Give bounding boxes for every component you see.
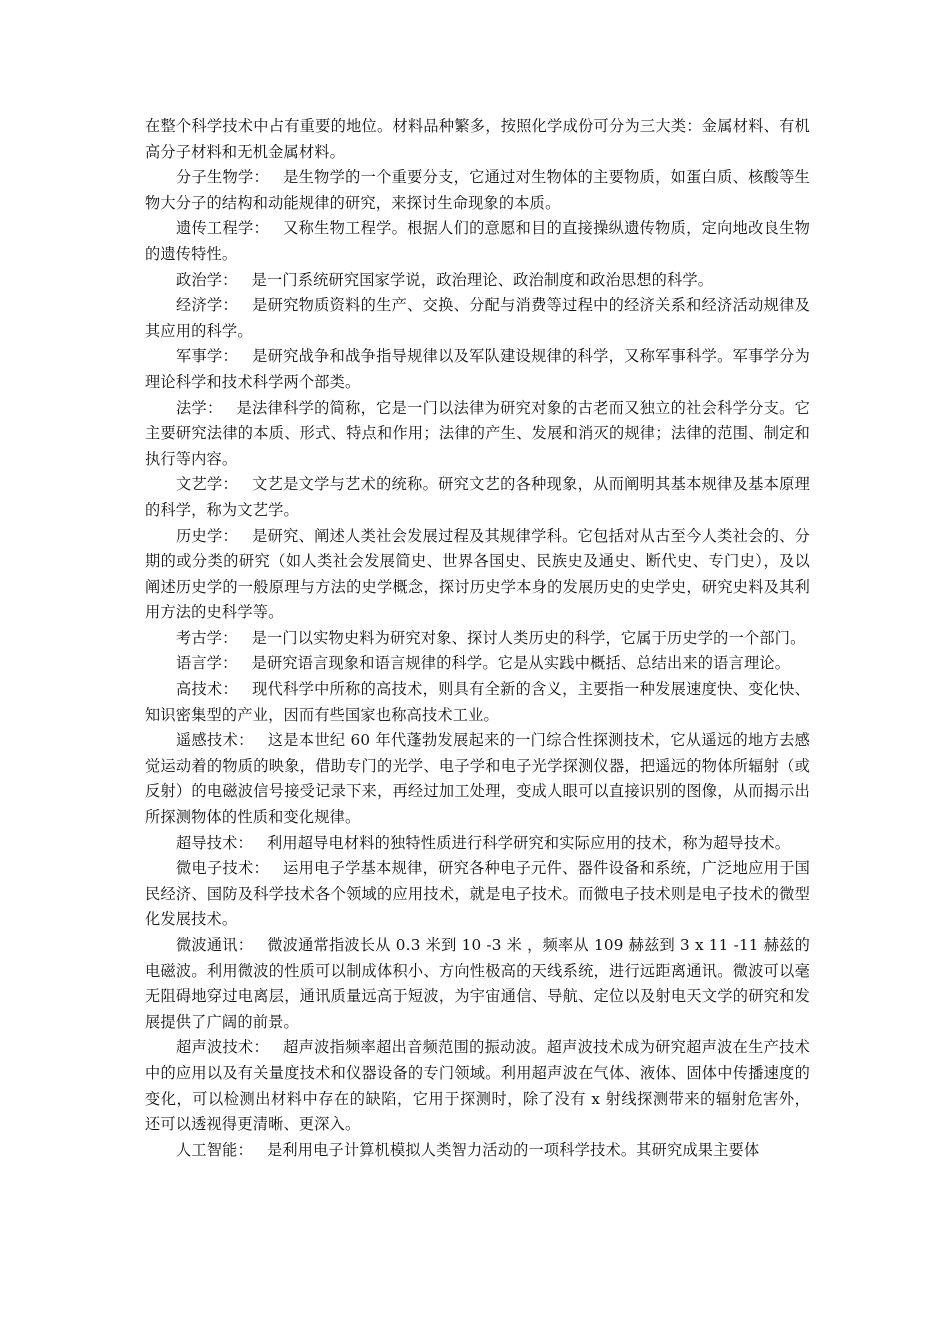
entry-paragraph — [145, 216, 810, 267]
entry-paragraph — [145, 472, 810, 523]
entry-term: 微电子技术： — [176, 859, 269, 878]
entry-paragraph — [145, 344, 810, 395]
entry-term: 考古学： — [176, 628, 238, 647]
entry-definition: 是一门以实物史料为研究对象、探讨人类历史的科学，它属于历史学的一个部门。 — [251, 628, 806, 647]
entry-term: 语言学： — [176, 654, 238, 673]
entry-term: 超声波技术： — [176, 1038, 269, 1057]
entry-term: 历史学： — [176, 526, 238, 545]
document-page — [145, 114, 810, 1163]
entry-definition: 文艺是文学与艺术的统称。研究文艺的各种现象，从而阐明其基本规律及基本原理的科学，称为文艺学。 — [145, 475, 810, 519]
entry-term: 超导技术： — [176, 833, 253, 852]
entry-paragraph — [145, 524, 810, 626]
entry-definition: 又称生物工程学。根据人们的意愿和目的直接操纵遗传物质，定向地改良生物的遗传特性。 — [145, 219, 810, 263]
entry-definition: 是研究语言现象和语言规律的科学。它是从实践中概括、总结出来的语言理论。 — [251, 654, 791, 673]
entry-paragraph — [145, 1035, 810, 1137]
entry-list — [145, 165, 810, 1163]
entry-paragraph — [145, 165, 810, 216]
entry-definition: 运用电子学基本规律，研究各种电子元件、器件设备和系统，广泛地应用于国民经济、国防及科学技术各个领域的应用技术，就是电子技术。而微电子技术则是电子技术的微型化发展技术。 — [145, 859, 810, 929]
entry-definition: 是法律科学的简称，它是一门以法律为研究对象的古老而又独立的社会科学分支。它主要研究法律的本质、形式、特点和作用；法律的产生、发展和消灭的规律；法律的范围、制定和执行等内容。 — [145, 398, 810, 468]
entry-definition: 这是本世纪 60 年代蓬勃发展起来的一门综合性探测技术，它从遥远的地方去感觉运动着的物质的映象，借助专门的光学、电子学和电子光学探测仪器，把遥远的物体所辐射（或反射）的电磁波信号接受记录下来，再经过加工处理，变成人眼可以直接识别的图像，从而揭示出所探测物体的性质和变化规律。 — [145, 731, 810, 827]
entry-paragraph — [145, 728, 810, 830]
entry-term: 高技术： — [176, 680, 238, 699]
entry-definition: 是利用电子计算机模拟人类智力活动的一项科学技术。其研究成果主要体 — [266, 1140, 760, 1159]
entry-paragraph — [145, 677, 810, 728]
intro-paragraph: 在整个科学技术中占有重要的地位。材料品种繁多，按照化学成份可分为三大类：金属材料、有机高分子材料和无机金属材料。 — [145, 117, 810, 161]
entry-definition: 超声波指频率超出音频范围的振动波。超声波技术成为研究超声波在生产技术中的应用以及有关量度技术和仪器设备的专门领域。利用超声波在气体、液体、固体中传播速度的变化，可以检测出材料中存在的缺陷，它用于探测时，除了没有 x 射线探测带来的辐射危害外，还可以透视得更清晰、更深入。 — [145, 1038, 810, 1134]
entry-term: 军事学： — [176, 347, 238, 366]
entry-term: 遥感技术： — [176, 731, 254, 750]
entry-definition: 是一门系统研究国家学说，政治理论、政治制度和政治思想的科学。 — [251, 270, 714, 289]
entry-term: 法学： — [176, 398, 223, 417]
entry-paragraph — [145, 396, 810, 473]
entry-term: 分子生物学： — [176, 168, 269, 187]
entry-definition: 利用超导电材料的独特性质进行科学研究和实际应用的技术，称为超导技术。 — [266, 833, 791, 852]
entry-term: 经济学： — [176, 296, 238, 315]
entry-paragraph — [145, 626, 810, 652]
entry-definition: 是研究、阐述人类社会发展过程及其规律学科。它包括对从古至今人类社会的、分期的或分类的研究（如人类社会发展简史、世界各国史、民族史及通史、断代史、专门史），及以阐述历史学的一般原理与方法的史学概念，探讨历史学本身的发展历史的史学史，研究史料及其利用方法的史科学等。 — [145, 526, 810, 622]
entry-term: 政治学： — [176, 270, 238, 289]
entry-definition: 是研究战争和战争指导规律以及军队建设规律的科学，又称军事科学。军事学分为理论科学和技术科学两个部类。 — [145, 347, 810, 391]
entry-paragraph — [145, 268, 810, 294]
entry-term: 人工智能： — [176, 1140, 253, 1159]
entry-definition: 现代科学中所称的高技术，则具有全新的含义，主要指一种发展速度快、变化快、知识密集型的产业，因而有些国家也称高技术工业。 — [145, 680, 810, 724]
entry-paragraph — [145, 1138, 810, 1164]
entry-definition: 微波通常指波长从 0.3 米到 10 -3 米 ，频率从 109 赫兹到 3 x 11 -11 赫兹的电磁波。利用微波的性质可以制成体积小、方向性极高的天线系统，进行远距离通讯。微波可以毫无阻碍地穿过电离层，通讯质量远高于短波，为宇宙通信、导航、定位以及射电天文学的研究和发展提供了广阔的前景。 — [145, 936, 811, 1031]
entry-paragraph — [145, 293, 810, 344]
entry-definition: 是生物学的一个重要分支，它通过对生物体的主要物质，如蛋白质、核酸等生物大分子的结构和动能规律的研究，来探讨生命现象的本质。 — [145, 168, 810, 212]
entry-term: 遗传工程学： — [176, 219, 269, 238]
entry-paragraph — [145, 933, 810, 1035]
entry-term: 微波通讯： — [176, 936, 254, 954]
entry-paragraph — [145, 651, 810, 677]
entry-paragraph — [145, 831, 810, 857]
entry-paragraph — [145, 856, 810, 933]
entry-term: 文艺学： — [176, 475, 238, 494]
entry-definition: 是研究物质资料的生产、交换、分配与消费等过程中的经济关系和经济活动规律及其应用的科学。 — [145, 296, 810, 340]
